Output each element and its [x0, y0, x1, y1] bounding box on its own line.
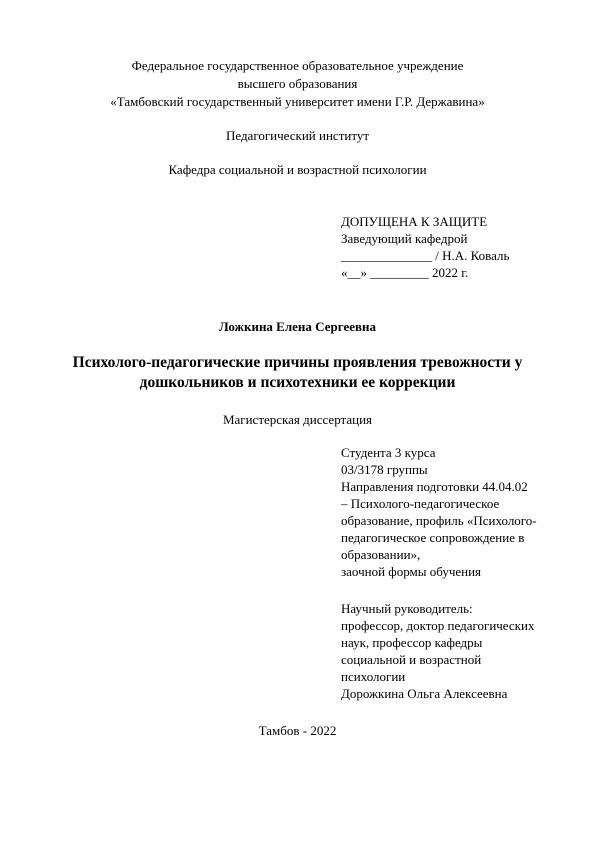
- supervisor-line: профессор, доктор педагогических: [341, 618, 535, 633]
- student-line: 03/3178 группы: [341, 462, 428, 477]
- supervisor-block: [341, 600, 576, 702]
- supervisor-line: наук, профессор кафедры: [341, 635, 483, 650]
- student-line: заочной формы обучения: [341, 564, 482, 579]
- approval-signature-line: ______________ / Н.А. Коваль: [341, 248, 510, 263]
- institute-name: Педагогический институт: [225, 128, 370, 143]
- department-name: Кафедра социальной и возрастной психологии: [168, 162, 427, 177]
- approval-head-of-department: Заведующий кафедрой: [341, 231, 468, 246]
- work-type: Магистерская диссертация: [222, 412, 373, 427]
- supervisor-line: социальной и возрастной: [341, 652, 482, 667]
- thesis-title-line-1: Психолого-педагогические причины проявления тревожности у: [72, 354, 523, 371]
- header-line-2: высшего образования: [237, 76, 358, 91]
- student-line: Направления подготовки 44.04.02: [341, 479, 528, 494]
- header-line-1: Федеральное государственное образовательное учреждение: [131, 58, 464, 73]
- city-year: Тамбов - 2022: [258, 723, 337, 738]
- supervisor-line: психологии: [341, 669, 406, 684]
- student-info-block: [341, 444, 576, 580]
- thesis-title-line-2: дошкольников и психотехники ее коррекции: [139, 374, 456, 391]
- student-line: педагогическое сопровождение в: [341, 530, 525, 545]
- student-line: Студента 3 курса: [341, 445, 436, 460]
- student-line: образовании»,: [341, 547, 421, 562]
- approval-heading: ДОПУЩЕНА К ЗАЩИТЕ: [341, 214, 488, 229]
- student-line: образование, профиль «Психолого-: [341, 513, 537, 528]
- approval-date-line: «__» _________ 2022 г.: [341, 265, 469, 280]
- approval-block: [341, 213, 576, 281]
- author-name: Ложкина Елена Сергеевна: [219, 319, 376, 334]
- supervisor-name: Дорожкина Ольга Алексеевна: [341, 686, 508, 701]
- university-name: «Тамбовский государственный университет имени Г.Р. Державина»: [110, 94, 485, 109]
- supervisor-line: Научный руководитель:: [341, 601, 473, 616]
- student-line: – Психолого-педагогическое: [341, 496, 500, 511]
